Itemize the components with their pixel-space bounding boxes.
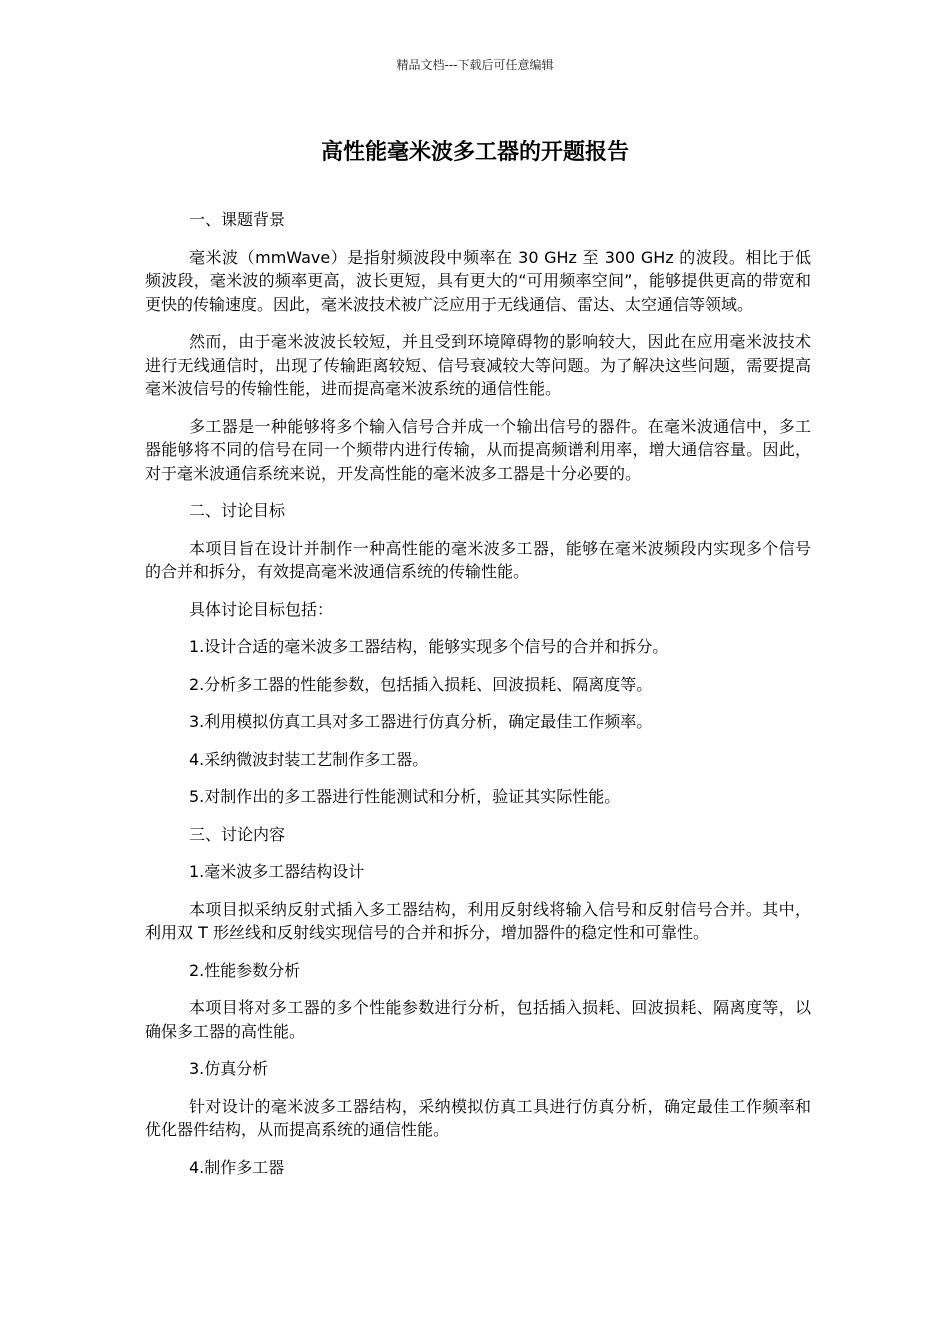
paragraph: 针对设计的毫米波多工器结构，采纳模拟仿真工具进行仿真分析，确定最佳工作频率和优化器件结构，从而提高系统的通信性能。 xyxy=(145,1096,811,1139)
list-item: 5.对制作出的多工器进行性能测试和分析，验证其实际性能。 xyxy=(189,787,621,806)
section-heading-content: 三、讨论内容 xyxy=(189,824,286,844)
page-header: 精品文档---下载后可任意编辑 xyxy=(396,58,554,72)
paragraph: 然而，由于毫米波波长较短，并且受到环境障碍物的影响较大，因此在应用毫米波技术进行无线通信时，出现了传输距离较短、信号衰减较大等问题。为了解决这些问题，需要提高毫米波信号的传输性能，进而提高毫米波系统的通信性能。 xyxy=(145,332,811,398)
paragraph: 本项目将对多工器的多个性能参数进行分析，包括插入损耗、回波损耗、隔离度等，以确保多工器的高性能。 xyxy=(145,998,811,1041)
list-item: 2.分析多工器的性能参数，包括插入损耗、回波损耗、隔离度等。 xyxy=(189,674,653,694)
paragraph: 本项目拟采纳反射式插入多工器结构，利用反射线将输入信号和反射信号合并。其中，利用双 T 形丝线和反射线实现信号的合并和拆分，增加器件的稳定性和可靠性。 xyxy=(145,899,811,942)
list-item: 1.设计合适的毫米波多工器结构，能够实现多个信号的合并和拆分。 xyxy=(189,637,669,656)
subsection-heading: 1.毫米波多工器结构设计 xyxy=(189,862,365,881)
section-heading-goals: 二、讨论目标 xyxy=(189,501,286,520)
subsection-heading: 2.性能参数分析 xyxy=(189,960,301,980)
subsection-heading: 4.制作多工器 xyxy=(189,1157,285,1177)
paragraph: 本项目旨在设计并制作一种高性能的毫米波多工器，能够在毫米波频段内实现多个信号的合并和拆分，有效提高毫米波通信系统的传输性能。 xyxy=(145,538,811,581)
paragraph: 毫米波（mmWave）是指射频波段中频率在 30 GHz 至 300 GHz 的波段。相比于低频波段，毫米波的频率更高，波长更短，具有更大的“可用频率空间”，能够提供更高的带宽和更快的传输速度。因此，毫米波技术被广泛应用于无线通信、雷达、太空通信等领域。 xyxy=(145,247,811,314)
section-heading-background: 一、课题背景 xyxy=(189,210,286,229)
paragraph: 具体讨论目标包括： xyxy=(189,599,334,619)
list-item: 4.采纳微波封装工艺制作多工器。 xyxy=(189,749,429,769)
subsection-heading: 3.仿真分析 xyxy=(189,1059,269,1078)
list-item: 3.利用模拟仿真工具对多工器进行仿真分析，确定最佳工作频率。 xyxy=(189,712,653,731)
document-title: 高性能毫米波多工器的开题报告 xyxy=(320,140,629,165)
paragraph: 多工器是一种能够将多个输入信号合并成一个输出信号的器件。在毫米波通信中，多工器能够将不同的信号在同一个频带内进行传输，从而提高频谱利用率，增大通信容量。因此，对于毫米波通信系统来说，开发高性能的毫米波多工器是十分必要的。 xyxy=(145,416,811,483)
document-body xyxy=(145,208,811,1193)
